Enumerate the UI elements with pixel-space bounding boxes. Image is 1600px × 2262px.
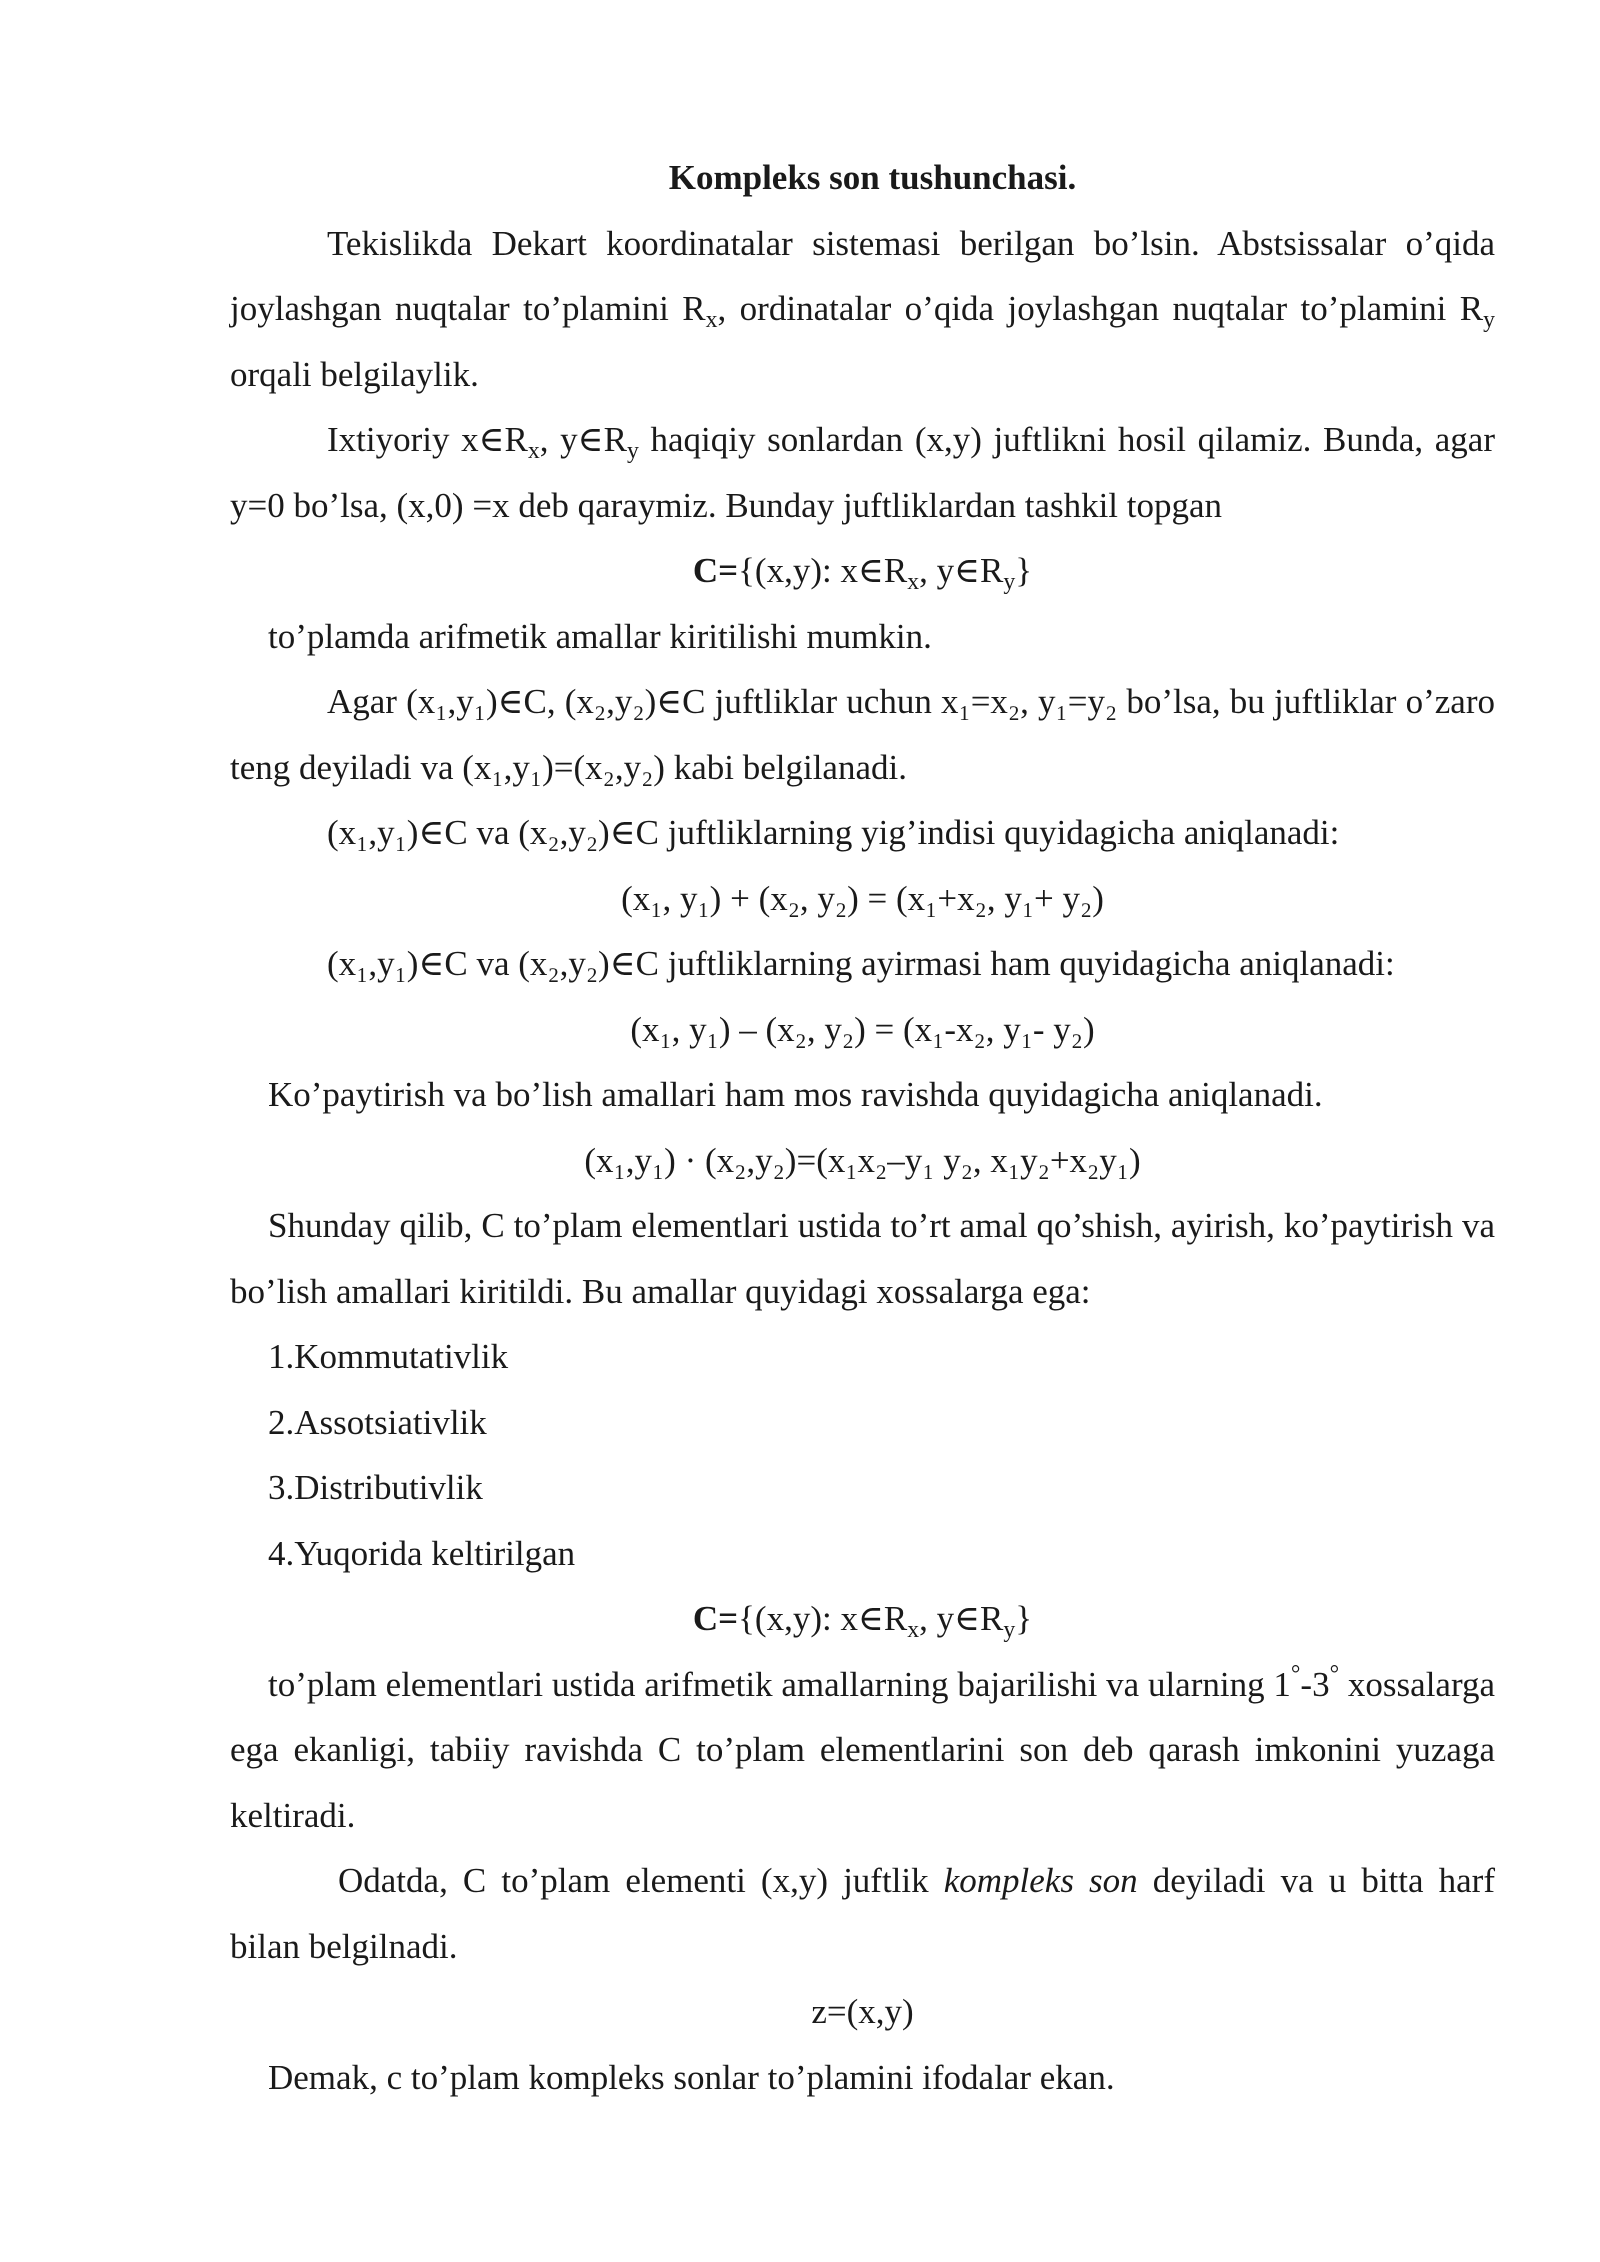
list-item: 3.Distributivlik (268, 1468, 483, 1507)
list-item: 2.Assotsiativlik (268, 1402, 487, 1442)
paragraph-operations: Shunday qilib, C to’plam elementlari ustida to’rt amal qo’shish, ayirish, ko’paytirish va bo’lish amallari kiritildi. Bu amallar quyidagi xossalarga ega: (230, 1206, 1495, 1311)
conclusion-line: Demak, c to’plam kompleks sonlar to’plamini ifodalar ekan. (268, 2057, 1115, 2097)
difference-intro: (x₁,y₁)∈C va (x₂,y₂)∈C juftliklarning ayirmasi ham quyidagicha aniqlanadi: (327, 944, 1395, 983)
set-formula-2: C={(x,y): $x\in R_x$, $y\in R_y$} (692, 1599, 1033, 1644)
multiplication-formula: (x₁,y₁) · (x₂,y₂)=(x₁x₂–y₁ y₂, x₁y₂+x₂y₁) (584, 1140, 1141, 1180)
arithmetic-line: to’plamda arifmetik amallar kiritilishi mumkin. (268, 616, 932, 656)
paragraph-properties: to’plam elementlari ustida arifmetik amallarning bajarilishi va ularning 1°-3° xossalarga ega ekanligi, tabiiy ravishda C to’plam elementlarini son deb qarash imkonini yuzaga keltiradi. (230, 1661, 1496, 1835)
sum-formula: (x₁, y₁) + (x₂, y₂) = (x₁+x₂, y₁+ y₂) (621, 878, 1104, 918)
paragraph-coordinates: Tekislikda Dekart koordinatalar sistemasi berilgan bo’lsin. Abstsissalar o’qida joylashgan nuqtalar to’plamini $R_x$, ordinatalar o’qida joylashgan nuqtalar to’plamini $R_y$ orqali belgilaylik. (230, 223, 1496, 394)
paragraph-definition: Odatda, C to’plam elementi (x,y) juftlik kompleks son deyiladi va u bitta harf bilan belgilnadi. (230, 1861, 1495, 1966)
paragraph-equality: Agar (x₁,y₁)∈C, (x₂,y₂)∈C juftliklar uchun x₁=x₂, y₁=y₂ bo’lsa, bu juftliklar o’zaro teng deyiladi va (x₁,y₁)=(x₂,y₂) kabi belgilanadi. (230, 682, 1495, 787)
document-title: Kompleks son tushunchasi. (668, 158, 1077, 197)
set-formula-1: C={(x,y): $x\in R_x$, $y\in R_y$} (692, 551, 1033, 596)
multiplication-intro: Ko’paytirish va bo’lish amallari ham mos ravishda quyidagicha aniqlanadi. (268, 1075, 1323, 1114)
sum-intro: (x₁,y₁)∈C va (x₂,y₂)∈C juftliklarning yig’indisi quyidagicha aniqlanadi: (327, 813, 1340, 852)
list-item: 1.Kommutativlik (268, 1337, 509, 1376)
difference-formula: (x₁, y₁) – (x₂, y₂) = (x₁-x₂, y₁- y₂) (630, 1009, 1095, 1049)
z-formula: z=(x,y) (811, 1992, 914, 2031)
list-item: 4.Yuqorida keltirilgan (268, 1533, 576, 1573)
paragraph-pairs: Ixtiyoriy $x\in R_x$, $y\in R_y$ haqiqiy sonlardan (x,y) juftlikni hosil qilamiz. Bunda, agar y=0 bo’lsa, (x,0) =x deb qaraymiz. Bunday juftliklardan tashkil topgan (230, 420, 1495, 525)
document-page (230, 145, 1495, 2110)
